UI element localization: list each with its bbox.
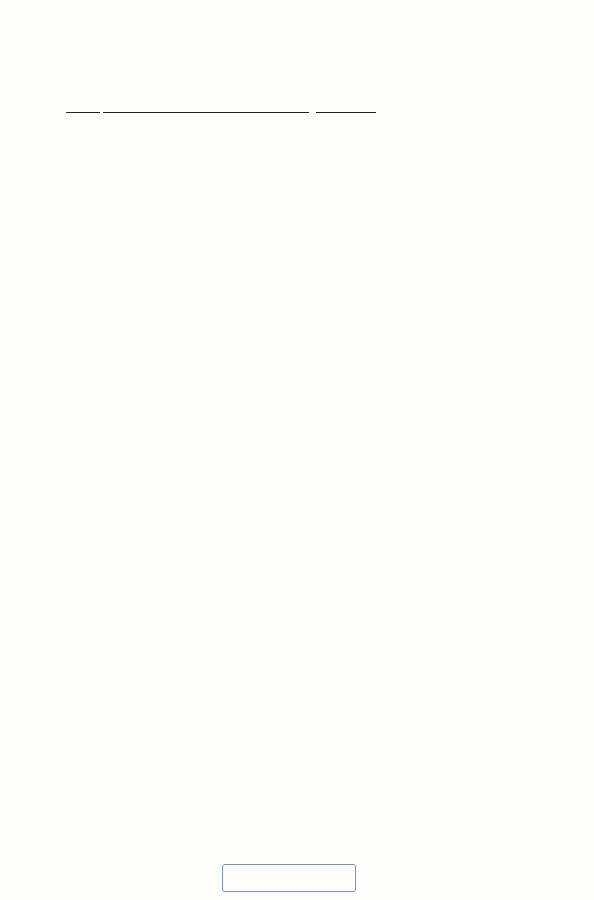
- litera-line: [66, 104, 376, 116]
- header-auxiliary: [430, 190, 462, 232]
- explication-table-grid: [0, 127, 594, 857]
- header-room: [60, 130, 90, 232]
- header-apartment: [30, 130, 58, 232]
- header-total: [372, 162, 398, 232]
- certified-copy-stamp: [222, 864, 356, 892]
- header-floor: [4, 135, 24, 230]
- number-value: [316, 112, 376, 113]
- header-living: [400, 190, 428, 232]
- header-self-built: [507, 130, 549, 232]
- street-value: [103, 112, 309, 113]
- header-area-by-formula: [340, 130, 370, 232]
- header-not-included: [463, 130, 505, 232]
- litera-value: [66, 112, 100, 113]
